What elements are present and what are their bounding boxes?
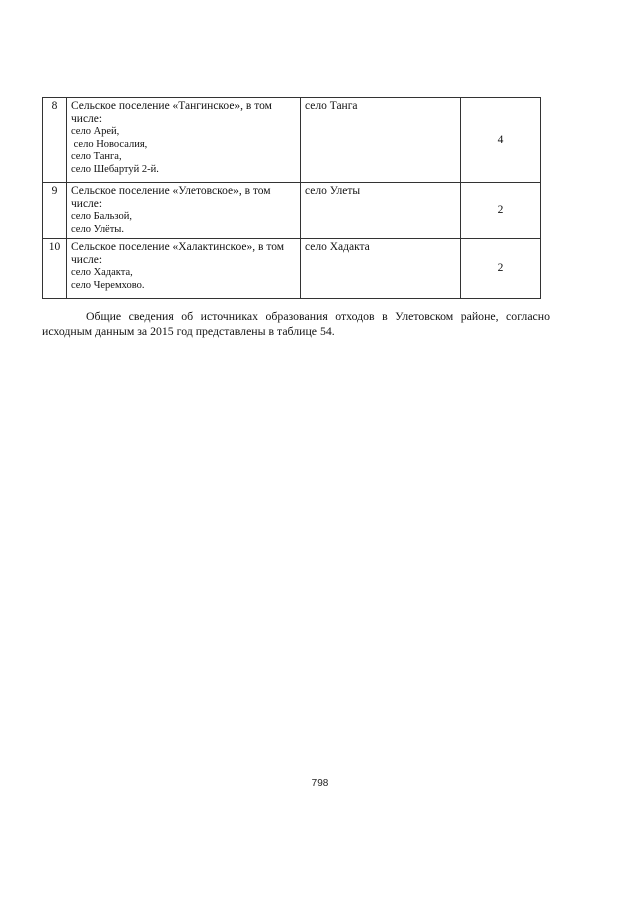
settlement-name: Сельское поселение «Тангинское», в том числе: bbox=[71, 100, 272, 125]
page-number: 798 bbox=[311, 778, 329, 789]
table-row bbox=[43, 98, 541, 183]
body-paragraph bbox=[42, 309, 550, 339]
admin-center-cell: село Улеты bbox=[301, 183, 461, 239]
village-item: село Шебартуй 2-й. bbox=[71, 163, 159, 175]
village-list bbox=[71, 126, 296, 176]
row-number: 9 bbox=[43, 183, 67, 239]
village-item: село Танга, bbox=[71, 151, 122, 162]
table-row bbox=[43, 239, 541, 299]
paragraph-line: исходным данным за 2015 год представлены в таблице 54. bbox=[42, 324, 335, 338]
row-number: 8 bbox=[43, 98, 67, 183]
village-item: село Арей, bbox=[71, 126, 120, 137]
count-cell: 2 bbox=[461, 183, 541, 239]
admin-center-cell: село Хадакта bbox=[301, 239, 461, 299]
village-item: село Хадакта, bbox=[71, 267, 133, 278]
village-item: село Улёты. bbox=[71, 223, 124, 235]
settlement-name: Сельское поселение «Улетовское», в том числе: bbox=[71, 185, 271, 210]
village-list bbox=[71, 211, 296, 236]
village-item: село Новосалия, bbox=[71, 138, 148, 150]
paragraph-line: Общие сведения об источниках образования отходов в Улетовском районе, согласно bbox=[86, 309, 550, 323]
count-cell: 4 bbox=[461, 98, 541, 183]
settlement-cell bbox=[67, 239, 301, 299]
admin-center-cell: село Танга bbox=[301, 98, 461, 183]
village-list bbox=[71, 267, 296, 292]
village-item: село Бальзой, bbox=[71, 211, 132, 222]
settlements-table bbox=[42, 97, 541, 299]
count-cell: 2 bbox=[461, 239, 541, 299]
settlement-name: Сельское поселение «Халактинское», в том числе: bbox=[71, 241, 285, 266]
settlement-cell bbox=[67, 98, 301, 183]
village-item: село Черемхово. bbox=[71, 279, 145, 291]
table-row bbox=[43, 183, 541, 239]
settlement-cell bbox=[67, 183, 301, 239]
row-number: 10 bbox=[43, 239, 67, 299]
